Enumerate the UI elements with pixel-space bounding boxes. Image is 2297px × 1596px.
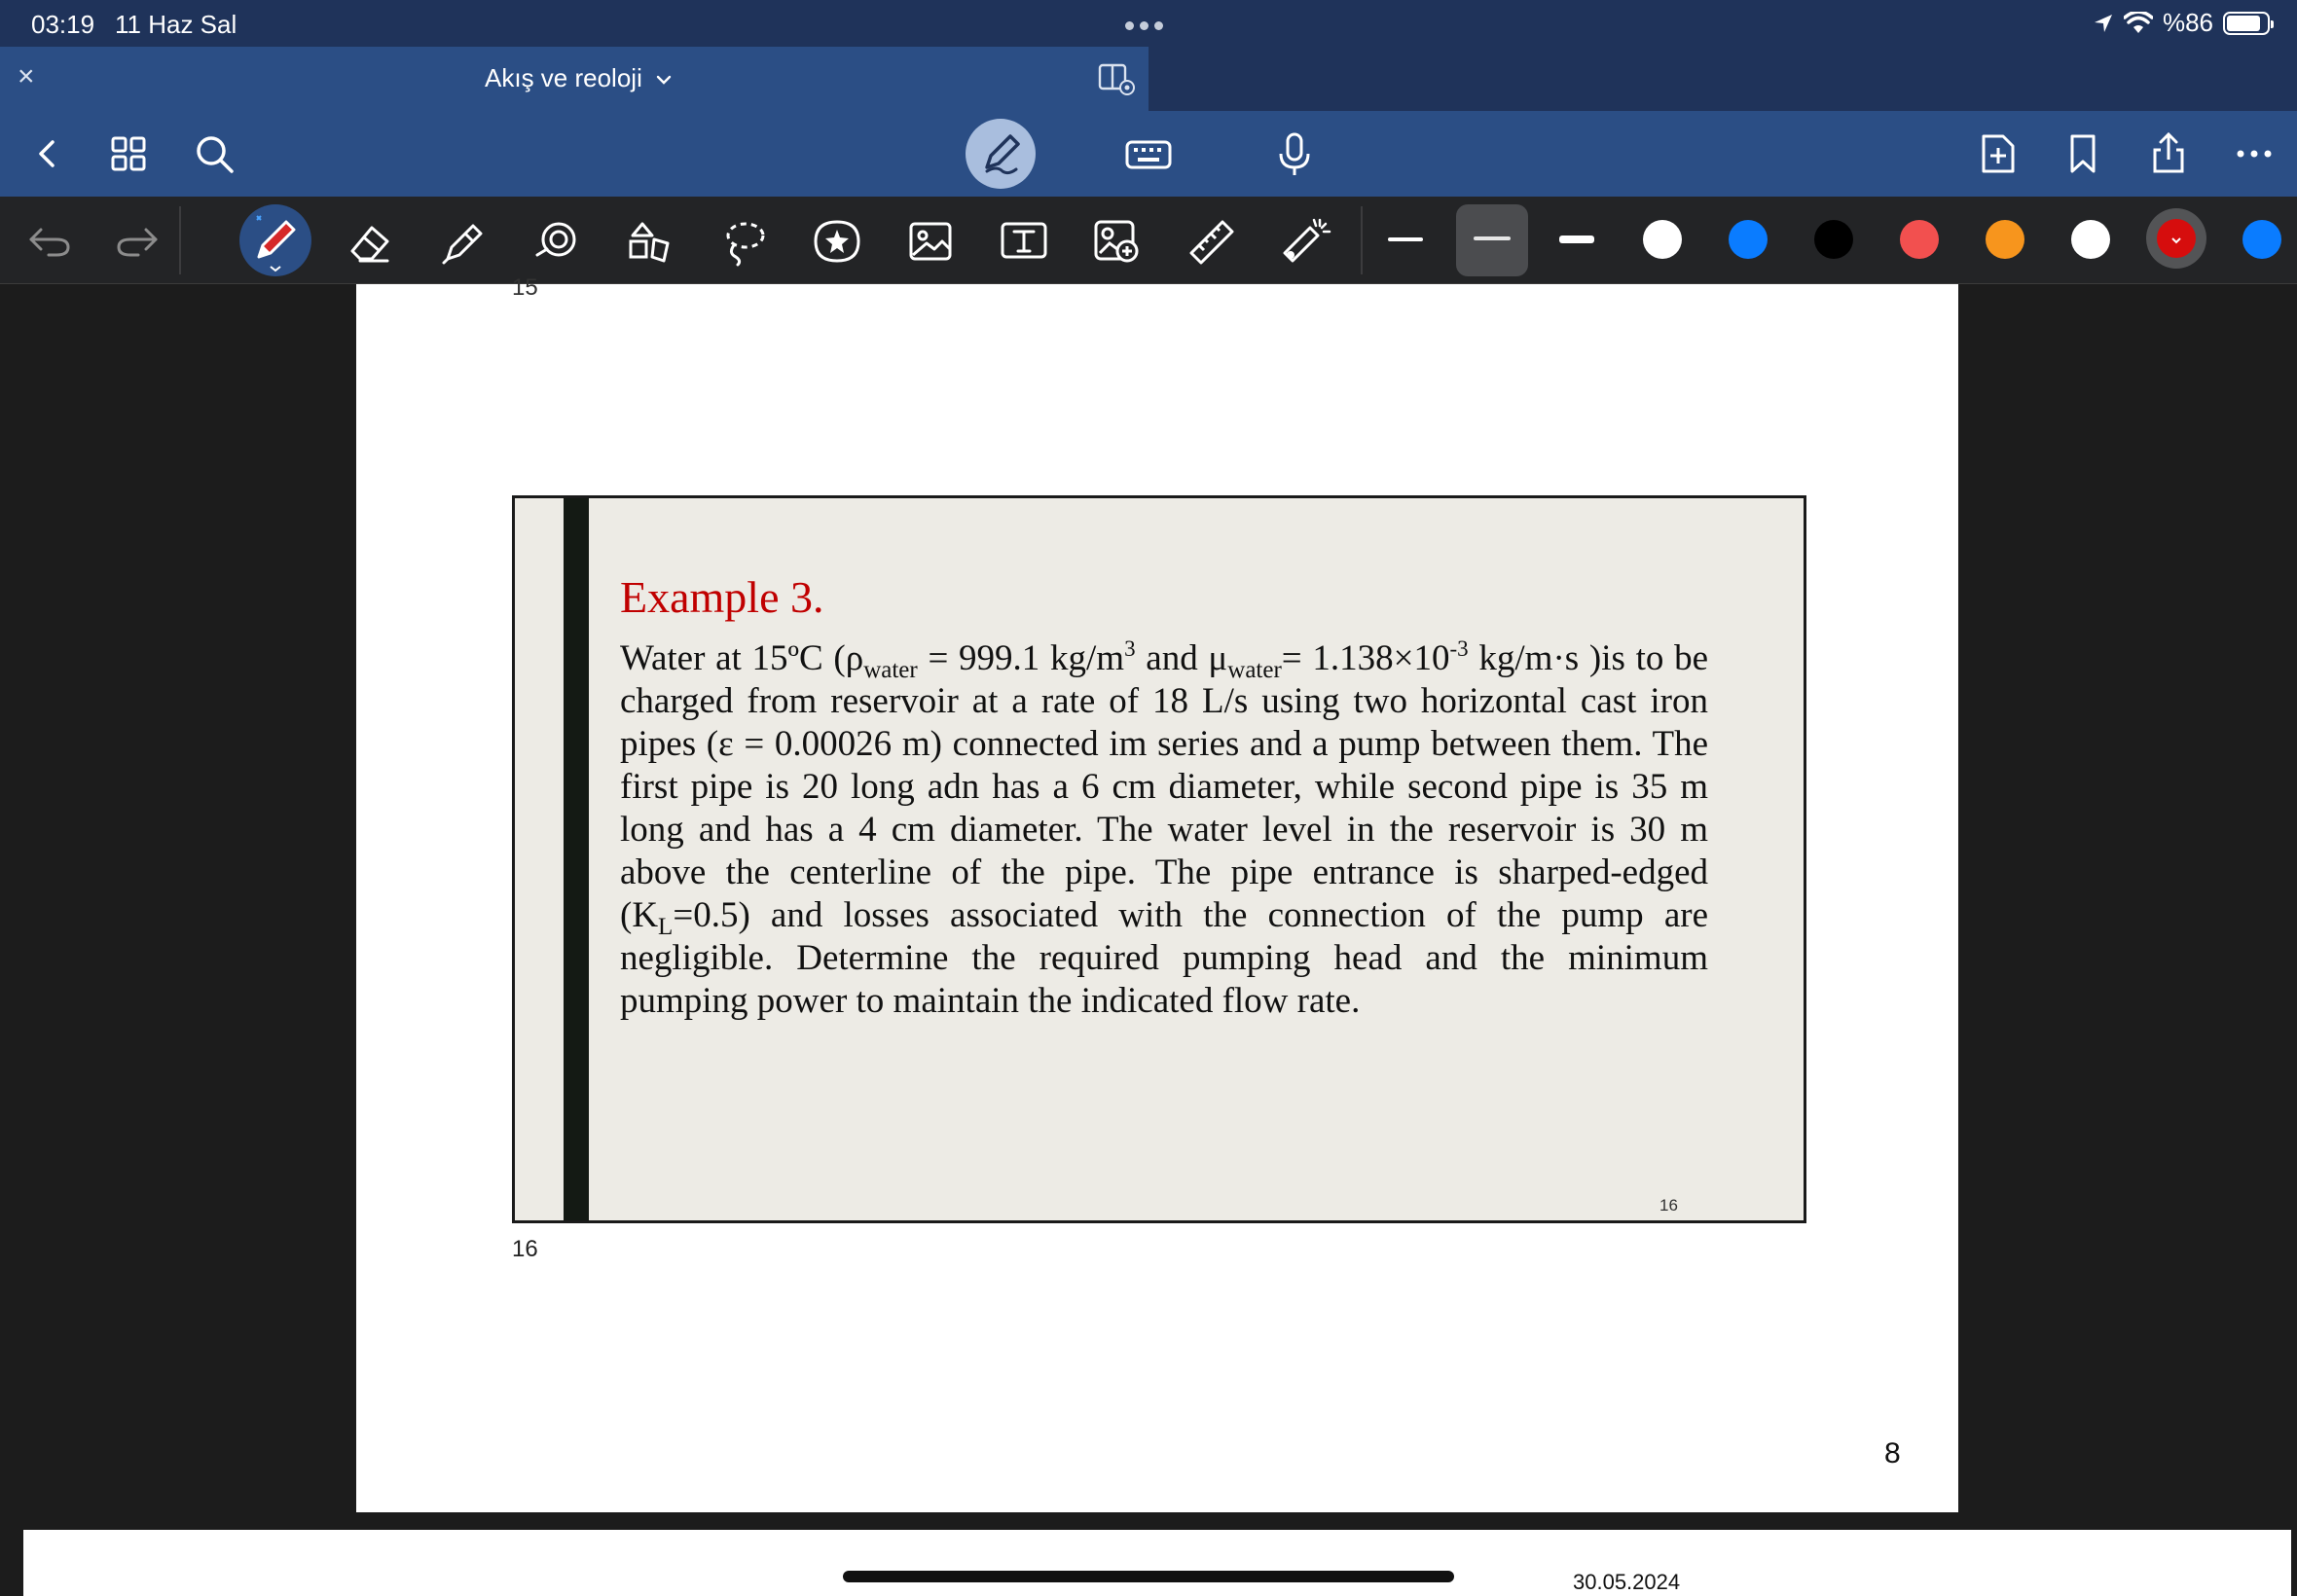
status-right	[2093, 8, 2270, 38]
color-swatch-black[interactable]	[1814, 220, 1853, 259]
color-swatch-white[interactable]	[1643, 220, 1682, 259]
multitasking-dots[interactable]	[1125, 18, 1169, 35]
slide-corner-number: 16	[1659, 1196, 1678, 1215]
eraser-icon[interactable]	[343, 214, 397, 269]
back-icon[interactable]	[23, 130, 70, 177]
scan-icon[interactable]	[1090, 214, 1145, 269]
slide-body-text: Water at 15ºC ($\rho_{water} = 999.1$ $kg/m^3$ and $\mu_{water}= 1.138\times 10^{-3}$ kg/m·s )is to be charged from reservoir at a rate of 18 L/s using two horizontal cast iron pipes (ε = 0.00026 m) connected im series and a pump between them. The first pipe is 20 long adn has a 6 cm diameter, while second pipe is 35 m long and has a 4 cm diameter. The water level in the reservoir is 30 m above the centerline of the pipe. The pipe entrance is sharped-edged $(K_L=0.5)$ and losses associated with the connection of the pump are negligible. Determine the required pumping head and the minimum pumping power to maintain the indicated flow rate.	[620, 636, 1709, 1021]
slide-number: 16	[512, 1236, 538, 1262]
color-swatch-blue[interactable]	[1729, 220, 1768, 259]
location-icon	[2093, 13, 2114, 34]
home-indicator[interactable]	[843, 1571, 1454, 1582]
slide-accent-bar	[564, 498, 589, 1220]
battery-icon	[2223, 12, 2270, 35]
pen-mode-button[interactable]	[966, 119, 1036, 189]
shapes-icon[interactable]	[529, 214, 584, 269]
page-number: 8	[1884, 1437, 1901, 1469]
color-swatch-red[interactable]	[1900, 220, 1939, 259]
color-swatch-blue-2[interactable]	[2242, 220, 2281, 259]
tool-bar	[0, 197, 2297, 284]
bookmark-icon[interactable]	[2060, 130, 2106, 177]
color-swatch-white-2[interactable]	[2071, 220, 2110, 259]
stroke-medium-option[interactable]	[1456, 204, 1528, 276]
tab-row	[0, 47, 2297, 111]
toolbar-divider	[179, 206, 181, 274]
grid-icon[interactable]	[105, 130, 152, 177]
status-date: 11 Haz Sal	[115, 10, 237, 39]
microphone-icon[interactable]	[1271, 130, 1318, 177]
sticker-icon[interactable]	[810, 214, 864, 269]
split-view-icon[interactable]	[1098, 62, 1135, 95]
add-page-icon[interactable]	[1974, 130, 2021, 177]
lasso-icon[interactable]	[716, 214, 771, 269]
next-page-date: 30.05.2024	[1573, 1570, 1681, 1594]
document-title[interactable]: Akış ve reoloji	[485, 63, 642, 92]
stroke-thick-option[interactable]	[1559, 236, 1594, 243]
chevron-down-icon	[2169, 234, 2183, 247]
toolbar-divider	[1361, 206, 1363, 274]
share-icon[interactable]	[2145, 130, 2192, 177]
status-time: 03:19	[31, 10, 95, 39]
document-tab[interactable]	[0, 47, 1148, 111]
next-page[interactable]	[23, 1530, 2291, 1596]
pen-mode-icon	[966, 119, 1036, 189]
close-tab-icon[interactable]: ×	[18, 60, 35, 92]
selected-color-swatch[interactable]	[2146, 208, 2206, 269]
status-bar	[0, 0, 2297, 47]
keyboard-icon[interactable]	[1123, 130, 1174, 177]
undo-icon[interactable]	[23, 214, 78, 269]
chevron-down-icon[interactable]	[654, 70, 674, 90]
laser-icon[interactable]	[1277, 214, 1331, 269]
image-icon[interactable]	[903, 214, 958, 269]
redo-icon[interactable]	[109, 214, 164, 269]
battery-percent: %86	[2162, 8, 2213, 37]
color-swatch-orange[interactable]	[1986, 220, 2024, 259]
ruler-icon[interactable]	[1184, 214, 1238, 269]
previous-slide-number: 15	[512, 274, 538, 301]
slide	[512, 495, 1806, 1223]
pen-icon	[239, 204, 311, 276]
more-icon[interactable]	[2231, 130, 2278, 177]
stroke-thin-option[interactable]	[1388, 237, 1423, 241]
pen-tool-button[interactable]	[239, 204, 311, 276]
text-icon[interactable]	[997, 214, 1051, 269]
search-icon[interactable]	[191, 130, 237, 177]
wifi-icon	[2124, 12, 2153, 35]
navigation-bar	[0, 111, 2297, 197]
highlighter-icon[interactable]	[436, 214, 491, 269]
slide-heading: Example 3.	[620, 572, 824, 622]
elements-icon[interactable]	[623, 214, 677, 269]
